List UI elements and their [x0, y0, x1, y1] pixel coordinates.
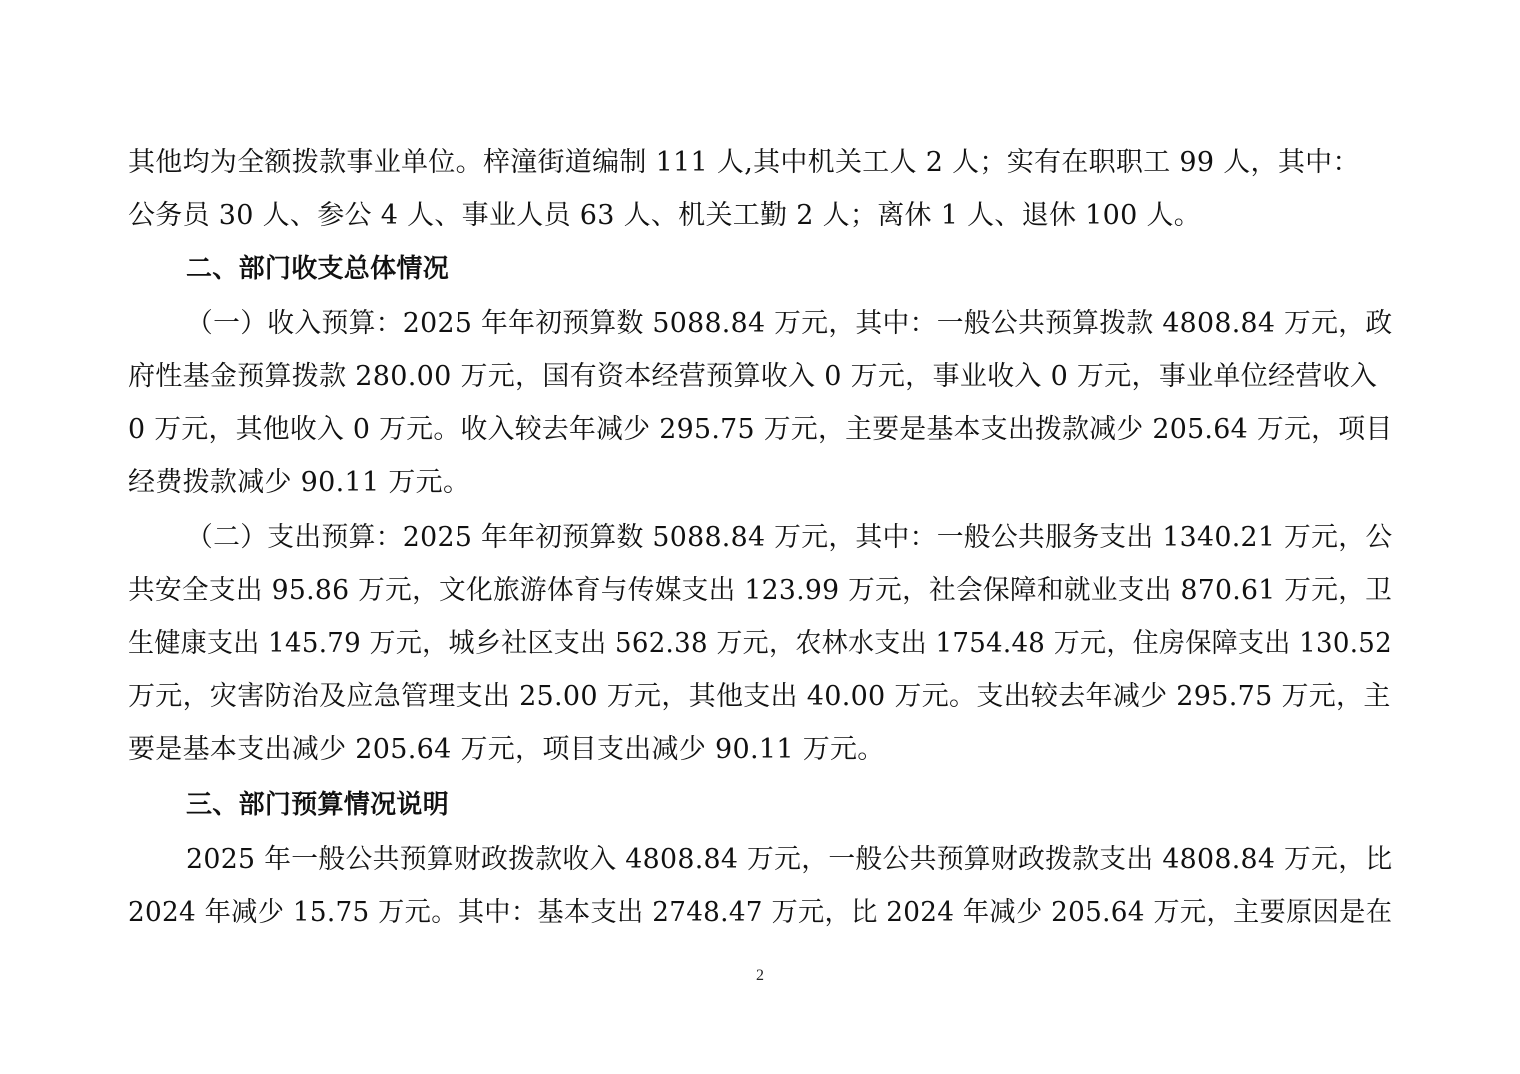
paragraph-line: （二）支出预算：2025 年年初预算数 5088.84 万元，其中：一般公共服务支出 1340.21 万元，公 — [186, 522, 1393, 553]
paragraph-line: 2024 年减少 15.75 万元。其中：基本支出 2748.47 万元，比 2024 年减少 205.64 万元，主要原因是在 — [128, 897, 1393, 928]
paragraph-line: 万元，灾害防治及应急管理支出 25.00 万元，其他支出 40.00 万元。支出较去年减少 295.75 万元，主 — [128, 681, 1391, 712]
paragraph-line: 2025 年一般公共预算财政拨款收入 4808.84 万元，一般公共预算财政拨款支出 4808.84 万元，比 — [186, 844, 1393, 875]
paragraph-line: 府性基金预算拨款 280.00 万元，国有资本经营预算收入 0 万元，事业收入 0 万元，事业单位经营收入 — [128, 361, 1378, 392]
section-heading-2: 二、部门收支总体情况 — [186, 254, 450, 284]
paragraph-line: 要是基本支出减少 205.64 万元，项目支出减少 90.11 万元。 — [128, 734, 885, 765]
paragraph-line: 其他均为全额拨款事业单位。梓潼街道编制 111 人,其中机关工人 2 人；实有在职职工 99 人，其中： — [128, 147, 1360, 178]
paragraph-line: 共安全支出 95.86 万元，文化旅游体育与传媒支出 123.99 万元，社会保障和就业支出 870.61 万元，卫 — [128, 575, 1393, 606]
paragraph-line: 生健康支出 145.79 万元，城乡社区支出 562.38 万元，农林水支出 1754.48 万元，住房保障支出 130.52 — [128, 628, 1392, 659]
paragraph-line: （一）收入预算：2025 年年初预算数 5088.84 万元，其中：一般公共预算拨款 4808.84 万元，政 — [186, 308, 1393, 339]
page-number: 2 — [756, 967, 764, 984]
section-heading-3: 三、部门预算情况说明 — [186, 790, 450, 820]
paragraph-line: 0 万元，其他收入 0 万元。收入较去年减少 295.75 万元，主要是基本支出拨款减少 205.64 万元，项目 — [128, 414, 1393, 445]
paragraph-line: 公务员 30 人、参公 4 人、事业人员 63 人、机关工勤 2 人；离休 1 人、退休 100 人。 — [128, 200, 1202, 231]
paragraph-line: 经费拨款减少 90.11 万元。 — [128, 467, 471, 498]
